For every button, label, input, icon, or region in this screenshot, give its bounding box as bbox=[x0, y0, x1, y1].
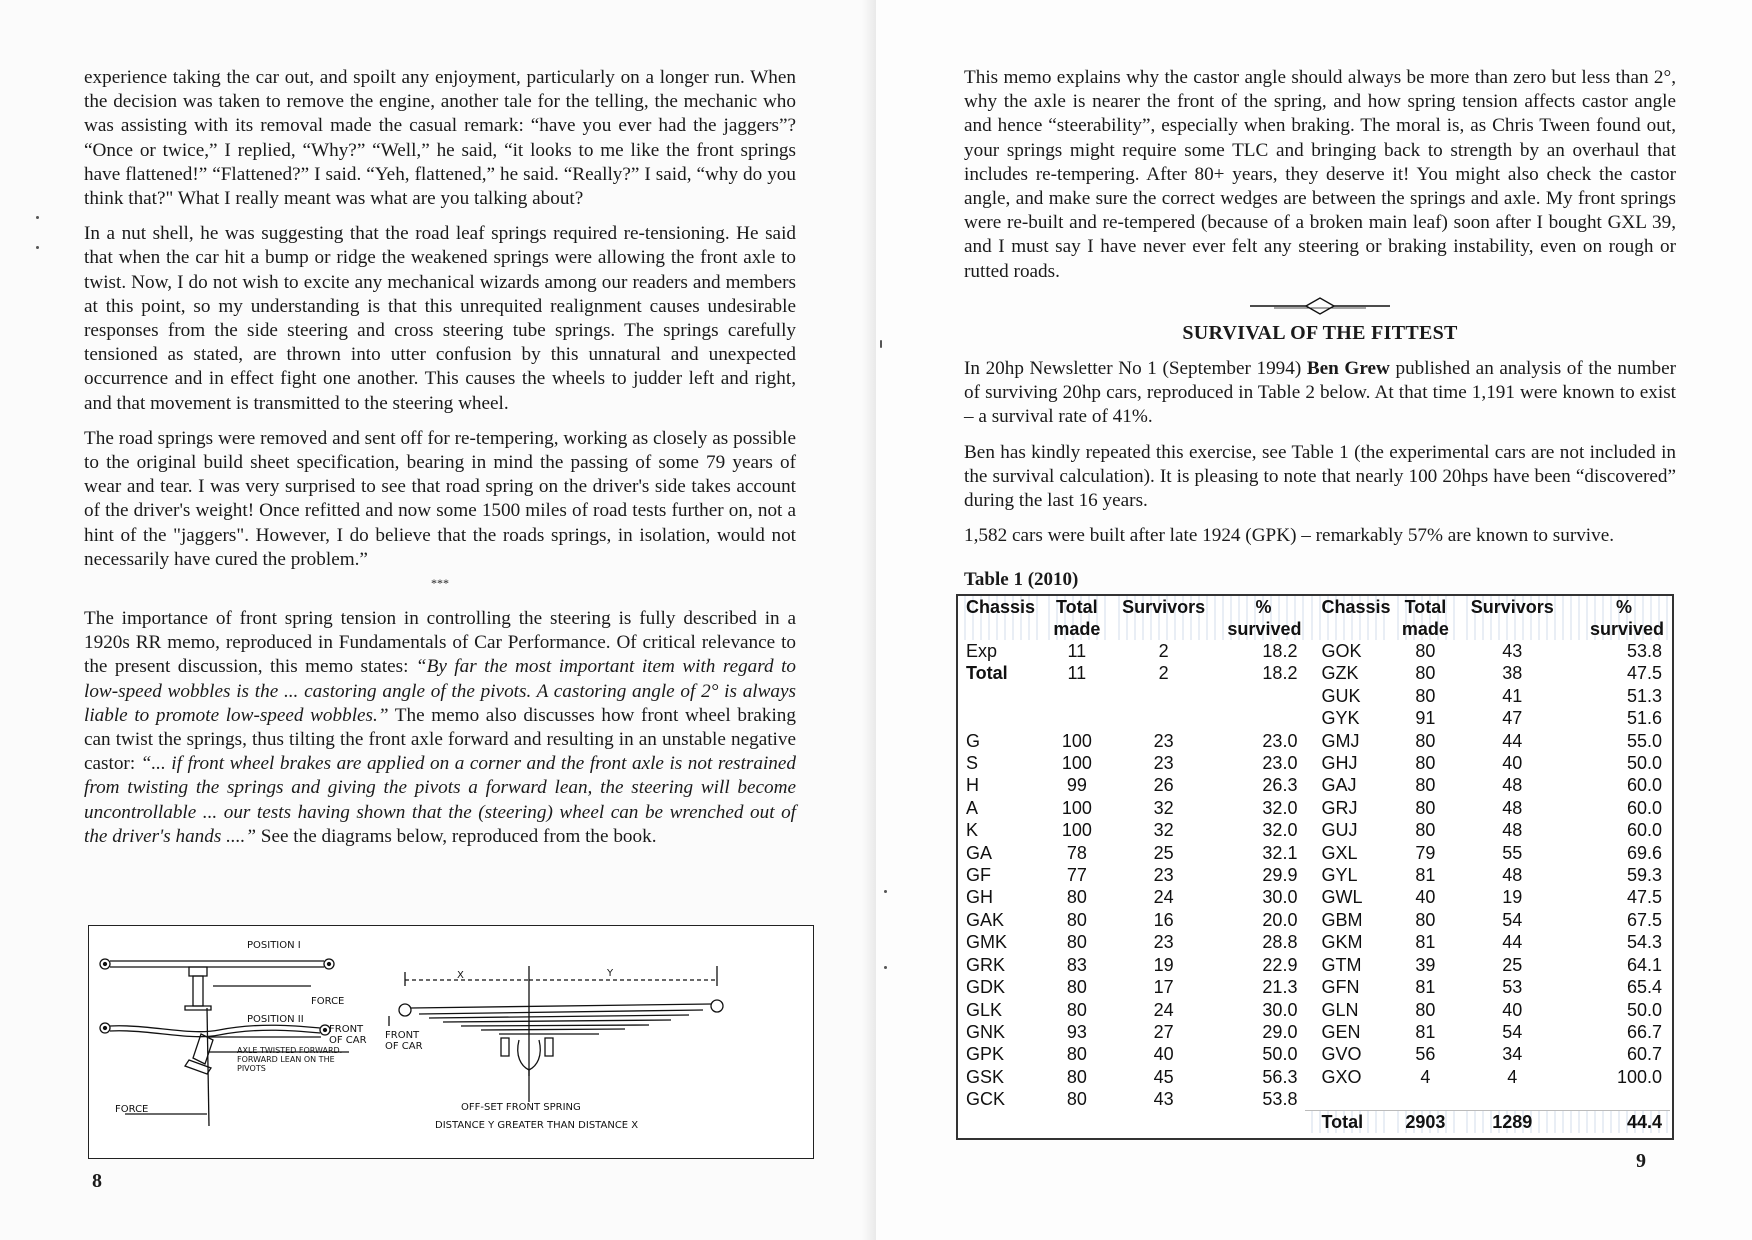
total-made-cell: 80 bbox=[1415, 797, 1436, 818]
right-text-column bbox=[964, 66, 1676, 559]
survivors-cell: 45 bbox=[1153, 1066, 1174, 1087]
chassis-cell: GMK bbox=[966, 932, 1008, 953]
scan-speck bbox=[36, 246, 39, 249]
header-total-made: Total made bbox=[1042, 596, 1112, 640]
pct-survived-cell bbox=[1216, 1111, 1306, 1134]
left-text-column bbox=[84, 66, 796, 860]
total-made-cell: 80 bbox=[1415, 999, 1436, 1020]
total-made-cell bbox=[1042, 1111, 1112, 1134]
survivors-cell: 24 bbox=[1153, 999, 1174, 1020]
survivors-cell: 41 bbox=[1502, 685, 1523, 706]
survivors-cell bbox=[1112, 1111, 1216, 1134]
pct-survived-cell bbox=[1216, 707, 1306, 729]
total-made-cell: 100 bbox=[1061, 797, 1092, 818]
survivors-cell: 23 bbox=[1153, 753, 1174, 774]
total-made-cell: 100 bbox=[1061, 820, 1092, 841]
survivors-cell: 40 bbox=[1502, 999, 1523, 1020]
survivors-cell: 48 bbox=[1502, 820, 1523, 841]
total-made-cell: 80 bbox=[1415, 663, 1436, 684]
paragraph: experience taking the car out, and spoilt any enjoyment, particularly on a longer run. When the decision was taken to remove the engine, another tale for the telling, the mechanic who was assisting with its removal made the casual remark: “have you ever had the jaggers”? “Once or twice,” I replied, “Why?” “Well,” he said, “it looks to me like the front springs have flattened!” “Flattened?” I said. “Yeh, flattened,” he said. “Really?” I said, “why do you think that?" What I really meant was what are you talking about? bbox=[84, 67, 796, 210]
total-made-cell: 80 bbox=[1066, 1089, 1087, 1110]
pct-survived-cell: 44.4 bbox=[1564, 1111, 1670, 1134]
survivors-cell: 25 bbox=[1153, 842, 1174, 863]
pct-survived-cell: 54.3 bbox=[1626, 932, 1662, 953]
total-made-cell: 81 bbox=[1415, 865, 1436, 886]
page-number: 8 bbox=[92, 1170, 102, 1192]
survivors-cell bbox=[1460, 1088, 1564, 1110]
survivors-cell: 17 bbox=[1153, 977, 1174, 998]
total-made-cell: 81 bbox=[1415, 1021, 1436, 1042]
chassis-cell: GYK bbox=[1321, 708, 1360, 729]
table-row bbox=[958, 954, 1670, 976]
diagram-label-front-of-car: FRONT OF CAR bbox=[329, 1024, 367, 1046]
spring-eye-icon bbox=[711, 1000, 723, 1012]
total-made-cell bbox=[1042, 707, 1112, 729]
total-made-cell: 4 bbox=[1420, 1066, 1431, 1087]
survivors-cell: 32 bbox=[1153, 820, 1174, 841]
memo-text: The memo also discusses how front wheel braking can twist the springs, thus tilting the front axle forward and resulting in an unstable negative castor: bbox=[84, 704, 796, 775]
chassis-cell: Total bbox=[966, 663, 1008, 684]
total-made-cell: 100 bbox=[1061, 730, 1092, 751]
total-made-cell: 81 bbox=[1415, 977, 1436, 998]
chassis-cell: GNK bbox=[966, 1021, 1006, 1042]
survivors-cell: 2 bbox=[1158, 641, 1169, 661]
pct-survived-cell: 29.0 bbox=[1262, 1021, 1298, 1042]
survival-table bbox=[958, 596, 1670, 1133]
chassis-cell: GXL bbox=[1321, 842, 1358, 863]
diagram-label-front-of-car: FRONT OF CAR bbox=[385, 1030, 423, 1052]
pct-survived-cell: 32.0 bbox=[1262, 820, 1298, 841]
chassis-cell: GHJ bbox=[1321, 753, 1358, 774]
chassis-cell: H bbox=[966, 775, 979, 796]
pct-survived-cell: 18.2 bbox=[1262, 663, 1298, 684]
chassis-cell: GSK bbox=[966, 1066, 1005, 1087]
table-row bbox=[958, 842, 1670, 864]
scan-speck bbox=[880, 340, 882, 348]
survival-table-frame bbox=[956, 594, 1674, 1140]
pct-survived-cell: 22.9 bbox=[1262, 954, 1298, 975]
survivors-cell: 54 bbox=[1502, 909, 1523, 930]
pct-survived-cell: 28.8 bbox=[1262, 932, 1298, 953]
survivors-cell bbox=[1112, 685, 1216, 707]
survivors-cell: 1289 bbox=[1460, 1111, 1564, 1134]
table-row bbox=[958, 1111, 1670, 1134]
total-made-cell: 79 bbox=[1415, 842, 1436, 863]
paragraph bbox=[964, 357, 1676, 430]
pct-survived-cell: 51.3 bbox=[1626, 685, 1662, 706]
survivors-cell: 27 bbox=[1153, 1021, 1174, 1042]
table-row bbox=[958, 730, 1670, 752]
total-made-cell: 80 bbox=[1415, 730, 1436, 751]
header-chassis: Chassis bbox=[1305, 596, 1390, 640]
table-row bbox=[958, 999, 1670, 1021]
pct-survived-cell: 53.8 bbox=[1262, 1089, 1298, 1110]
total-made-cell: 78 bbox=[1066, 842, 1087, 863]
total-made-cell: 80 bbox=[1415, 820, 1436, 841]
chassis-cell: GLK bbox=[966, 999, 1003, 1020]
diagram-caption: DISTANCE Y GREATER THAN DISTANCE X bbox=[435, 1120, 639, 1131]
chassis-cell: GMJ bbox=[1321, 730, 1360, 751]
table-row bbox=[958, 864, 1670, 886]
diagram-label-position-2: POSITION II bbox=[247, 1014, 304, 1025]
paragraph-text: published an analysis of the number of surviving 20hp cars, reproduced in Table 2 below. At that time 1,191 were known to exist – a survival rate of 41%. bbox=[964, 358, 1676, 428]
table-row bbox=[958, 1066, 1670, 1088]
pct-survived-cell: 50.0 bbox=[1262, 1044, 1298, 1065]
table-row bbox=[958, 819, 1670, 841]
section-separator: *** bbox=[431, 576, 449, 591]
table-row bbox=[958, 685, 1670, 707]
diagram-label-force: FORCE bbox=[311, 996, 345, 1007]
table-row bbox=[958, 886, 1670, 908]
survivors-cell bbox=[1112, 707, 1216, 729]
survivors-cell: 48 bbox=[1502, 797, 1523, 818]
survivors-cell: 4 bbox=[1507, 1066, 1518, 1087]
chassis-cell: GVO bbox=[1321, 1044, 1362, 1065]
diagram-label-x: X bbox=[457, 970, 464, 981]
survivors-cell: 23 bbox=[1153, 932, 1174, 953]
pct-survived-cell: 50.0 bbox=[1626, 999, 1662, 1020]
pct-survived-cell: 60.0 bbox=[1626, 797, 1662, 818]
survivors-cell: 23 bbox=[1153, 730, 1174, 751]
survivors-cell: 34 bbox=[1502, 1044, 1523, 1065]
survivors-cell: 40 bbox=[1153, 1044, 1174, 1065]
table-row bbox=[958, 931, 1670, 953]
pct-survived-cell: 30.0 bbox=[1262, 887, 1298, 908]
total-made-cell: 80 bbox=[1066, 1066, 1087, 1087]
chassis-cell: GA bbox=[966, 842, 993, 863]
chassis-cell: GDK bbox=[966, 977, 1006, 998]
total-made-cell: 11 bbox=[1067, 663, 1087, 684]
table-row bbox=[958, 909, 1670, 931]
table-row bbox=[958, 976, 1670, 998]
header-pct-survived: % survived bbox=[1564, 596, 1670, 640]
table-row bbox=[958, 640, 1670, 662]
header-total-made: Total made bbox=[1391, 596, 1461, 640]
pct-survived-cell: 69.6 bbox=[1626, 842, 1662, 863]
pct-survived-cell: 60.0 bbox=[1626, 775, 1662, 796]
survivors-cell: 32 bbox=[1153, 797, 1174, 818]
pct-survived-cell: 29.9 bbox=[1262, 865, 1298, 886]
survivors-cell: 16 bbox=[1153, 909, 1174, 930]
table-caption: Table 1 (2010) bbox=[964, 569, 1079, 590]
table-header-row bbox=[958, 596, 1670, 640]
table-body bbox=[958, 640, 1670, 1133]
header-chassis: Chassis bbox=[958, 596, 1042, 640]
scan-speck bbox=[884, 890, 887, 893]
diagram-label-axle-note: AXLE TWISTED FORWARD. FORWARD LEAN ON THE PIVOTS bbox=[237, 1046, 343, 1073]
memo-text: The importance of front spring tension in controlling the steering is fully described in a 1920s RR memo, reproduced in Fundamentals of Car Performance. Of critical relevance to the present discussion, this memo states: bbox=[84, 608, 796, 678]
pct-survived-cell: 21.3 bbox=[1262, 977, 1298, 998]
chassis-cell: GPK bbox=[966, 1044, 1005, 1065]
total-made-cell: 93 bbox=[1066, 1021, 1087, 1042]
pct-survived-cell: 32.0 bbox=[1262, 797, 1298, 818]
total-made-cell: 80 bbox=[1415, 641, 1436, 661]
chassis-cell bbox=[958, 707, 1042, 729]
pct-survived-cell bbox=[1216, 685, 1306, 707]
chassis-cell: G bbox=[966, 730, 981, 751]
diagram-label-position-1: POSITION I bbox=[247, 940, 301, 951]
table-row bbox=[958, 662, 1670, 684]
total-made-cell: 11 bbox=[1067, 641, 1087, 661]
survivors-cell: 40 bbox=[1502, 753, 1523, 774]
total-made-cell: 91 bbox=[1415, 708, 1436, 729]
chassis-cell: GYL bbox=[1321, 865, 1358, 886]
header-survivors: Survivors bbox=[1112, 596, 1216, 640]
survivors-cell: 38 bbox=[1502, 663, 1523, 684]
pct-survived-cell: 56.3 bbox=[1262, 1066, 1298, 1087]
total-made-cell: 56 bbox=[1415, 1044, 1436, 1065]
pct-survived-cell: 30.0 bbox=[1262, 999, 1298, 1020]
survivors-cell: 47 bbox=[1502, 708, 1523, 729]
header-survivors: Survivors bbox=[1460, 596, 1564, 640]
table-row bbox=[958, 774, 1670, 796]
pct-survived-cell: 100.0 bbox=[1616, 1066, 1662, 1087]
pct-survived-cell: 67.5 bbox=[1626, 909, 1662, 930]
total-made-cell: 80 bbox=[1066, 887, 1087, 908]
scan-speck bbox=[884, 966, 887, 969]
page-number: 9 bbox=[1636, 1150, 1646, 1172]
chassis-cell: GH bbox=[966, 887, 993, 908]
spring-diagram bbox=[88, 925, 814, 1159]
diagram-label-y: Y bbox=[607, 968, 614, 979]
total-made-cell: 2903 bbox=[1391, 1111, 1461, 1134]
memo-paragraph bbox=[84, 607, 796, 849]
survivors-cell: 44 bbox=[1502, 730, 1523, 751]
pct-survived-cell: 51.6 bbox=[1626, 708, 1662, 729]
survivors-cell: 55 bbox=[1502, 842, 1523, 863]
header-pct-survived: % survived bbox=[1216, 596, 1306, 640]
survivors-cell: 25 bbox=[1502, 954, 1523, 975]
table-row bbox=[958, 752, 1670, 774]
table-row bbox=[958, 1088, 1670, 1110]
survivors-cell: 2 bbox=[1158, 663, 1169, 684]
chassis-cell bbox=[1305, 1088, 1390, 1110]
total-made-cell: 99 bbox=[1066, 775, 1087, 796]
chassis-cell bbox=[958, 685, 1042, 707]
memo-text: See the diagrams below, reproduced from the book. bbox=[256, 825, 657, 847]
total-made-cell: 80 bbox=[1066, 909, 1087, 930]
chassis-cell: GAK bbox=[966, 909, 1005, 930]
chassis-cell: GLN bbox=[1321, 999, 1359, 1020]
paragraph: In a nut shell, he was suggesting that the road leaf springs required re-tensioning. He said that when the car hit a bump or ridge the weakened springs were allowing the front axle to twist. Now, I do not wish to excite any mechanical wizards among our readers and members at this point, so my understanding is that this unrequited realignment causes undesirable responses from the side steering and cross steering tube springs. The springs carefully tensioned as stated, are thrown into utter confusion by this unnatural and unexpected occurrence and in effect fight one another. This causes the wheels to judder left and right, and that movement is transmitted to the steering wheel. bbox=[84, 223, 796, 414]
paragraph-text: In 20hp Newsletter No 1 (September 1994) bbox=[964, 358, 1307, 380]
chassis-cell: GUK bbox=[1321, 685, 1361, 706]
pct-survived-cell: 20.0 bbox=[1262, 909, 1298, 930]
ornament-divider-icon bbox=[1250, 295, 1390, 317]
pct-survived-cell: 23.0 bbox=[1262, 753, 1298, 774]
total-made-cell: 80 bbox=[1415, 753, 1436, 774]
pct-survived-cell: 23.0 bbox=[1262, 730, 1298, 751]
total-made-cell bbox=[1391, 1088, 1461, 1110]
chassis-cell: A bbox=[966, 797, 979, 818]
survivors-cell: 24 bbox=[1153, 887, 1174, 908]
chassis-cell: GZK bbox=[1321, 663, 1359, 684]
pct-survived-cell: 47.5 bbox=[1626, 663, 1662, 684]
chassis-cell: K bbox=[966, 820, 979, 841]
diagram-label-force: FORCE bbox=[115, 1104, 149, 1115]
survivors-cell: 48 bbox=[1502, 865, 1523, 886]
total-made-cell: 80 bbox=[1415, 909, 1436, 930]
table-row bbox=[958, 1043, 1670, 1065]
chassis-cell: Total bbox=[1305, 1111, 1390, 1134]
chassis-cell: Exp bbox=[966, 641, 998, 661]
chassis-cell: GBM bbox=[1321, 909, 1363, 930]
survivors-cell: 43 bbox=[1502, 641, 1523, 661]
chassis-cell: GOK bbox=[1321, 641, 1362, 661]
paragraph: Ben has kindly repeated this exercise, see Table 1 (the experimental cars are not included in the survival calculation). It is pleasing to note that nearly 100 20hps have been “discovered” during the last 16 years. bbox=[964, 441, 1676, 512]
total-made-cell: 80 bbox=[1066, 977, 1087, 998]
pct-survived-cell: 64.1 bbox=[1626, 954, 1662, 975]
pct-survived-cell: 66.7 bbox=[1626, 1021, 1662, 1042]
chassis-cell: GUJ bbox=[1321, 820, 1358, 841]
table-row bbox=[958, 1021, 1670, 1043]
survivors-cell: 54 bbox=[1502, 1021, 1523, 1042]
pct-survived-cell bbox=[1564, 1088, 1670, 1110]
pct-survived-cell: 60.7 bbox=[1626, 1044, 1662, 1065]
author-name: Ben Grew bbox=[1306, 358, 1390, 380]
chassis-cell: GCK bbox=[966, 1089, 1006, 1110]
total-made-cell: 80 bbox=[1066, 1044, 1087, 1065]
total-made-cell: 80 bbox=[1415, 775, 1436, 796]
diagram-caption: OFF-SET FRONT SPRING bbox=[461, 1102, 581, 1113]
survivors-cell: 19 bbox=[1153, 954, 1174, 975]
pct-survived-cell: 32.1 bbox=[1262, 842, 1298, 863]
survivors-cell: 44 bbox=[1502, 932, 1523, 953]
pct-survived-cell: 65.4 bbox=[1626, 977, 1662, 998]
chassis-cell: GXO bbox=[1321, 1066, 1362, 1087]
table-row bbox=[958, 797, 1670, 819]
chassis-cell: GRJ bbox=[1321, 797, 1358, 818]
pct-survived-cell: 47.5 bbox=[1626, 887, 1662, 908]
spring-eye-icon bbox=[399, 1004, 411, 1016]
survivors-cell: 26 bbox=[1153, 775, 1174, 796]
total-made-cell: 77 bbox=[1066, 865, 1087, 886]
chassis-cell: GFN bbox=[1321, 977, 1360, 998]
memo-quote: “... if front wheel brakes are applied on a corner and the front axle is not restrained from twisting the springs and giving the pivots a forward lean, the steering will become uncontrollable ... our tests having shown that the (steering) wheel can be wrenched out of the driver's hands ....” bbox=[84, 753, 796, 847]
total-made-cell: 40 bbox=[1415, 887, 1436, 908]
survivors-cell: 48 bbox=[1502, 775, 1523, 796]
survivors-cell: 53 bbox=[1502, 977, 1523, 998]
pct-survived-cell: 60.0 bbox=[1626, 820, 1662, 841]
chassis-cell: GKM bbox=[1321, 932, 1363, 953]
total-made-cell: 39 bbox=[1415, 954, 1436, 975]
survivors-cell: 23 bbox=[1153, 865, 1174, 886]
chassis-cell bbox=[958, 1111, 1042, 1134]
total-made-cell: 80 bbox=[1415, 685, 1436, 706]
pct-survived-cell: 55.0 bbox=[1626, 730, 1662, 751]
chassis-cell: S bbox=[966, 753, 979, 774]
pct-survived-cell: 18.2 bbox=[1262, 641, 1298, 661]
total-made-cell bbox=[1042, 685, 1112, 707]
paragraph: 1,582 cars were built after late 1924 (GPK) – remarkably 57% are known to survive. bbox=[964, 525, 1615, 547]
paragraph: The road springs were removed and sent off for re-tempering, working as closely as possible to the original build sheet specification, bearing in mind the passing of some 79 years of wear and tear. I was very surprised to see that road spring on the driver's side takes account of the driver's weight! Once refitted and now some 1500 miles of road tests further on, not a hint of the "jaggers". However, I do believe that the roads springs, in isolation, would not necessarily have cured the problem.” bbox=[84, 427, 796, 570]
pct-survived-cell: 50.0 bbox=[1626, 753, 1662, 774]
pct-survived-cell: 26.3 bbox=[1262, 775, 1298, 796]
paragraph: This memo explains why the castor angle should always be more than zero but less than 2°, why the axle is nearer the front of the spring, and how spring tension affects castor angle and hence “steerability”, especially when braking. The moral is, as Chris Tween found out, your springs might require some TLC and bringing back to strength by an overhaul that includes re-tempering. After 80+ years, they deserve it! You might also check the castor angle, and make sure the correct wedges are between the springs and axle. My front springs were re-built and re-tempered (because of a broken main leaf) soon after I bought GXL 39, and I must say I have never ever felt any steering or braking instability, even on rough or rutted roads. bbox=[964, 67, 1676, 282]
total-made-cell: 100 bbox=[1061, 753, 1092, 774]
pct-survived-cell: 59.3 bbox=[1626, 865, 1662, 886]
total-made-cell: 80 bbox=[1066, 932, 1087, 953]
scan-speck bbox=[36, 216, 39, 219]
section-heading: SURVIVAL OF THE FITTEST bbox=[1182, 321, 1458, 344]
table-row bbox=[958, 707, 1670, 729]
chassis-cell: GWL bbox=[1321, 887, 1363, 908]
total-made-cell: 80 bbox=[1066, 999, 1087, 1020]
chassis-cell: GEN bbox=[1321, 1021, 1361, 1042]
memo-quote: “By far the most important item with regard to low-speed wobbles is the ... castoring angle of the pivots. A castoring angle of 2° is always liable to promote low-speed wobbles.” bbox=[84, 656, 796, 726]
chassis-cell: GAJ bbox=[1321, 775, 1357, 796]
chassis-cell: GF bbox=[966, 865, 991, 886]
pct-survived-cell: 53.8 bbox=[1626, 641, 1662, 661]
total-made-cell: 83 bbox=[1066, 954, 1087, 975]
chassis-cell: GRK bbox=[966, 954, 1006, 975]
chassis-cell: GTM bbox=[1321, 954, 1362, 975]
total-made-cell: 81 bbox=[1415, 932, 1436, 953]
survivors-cell: 19 bbox=[1502, 887, 1523, 908]
survivors-cell: 43 bbox=[1153, 1089, 1174, 1110]
